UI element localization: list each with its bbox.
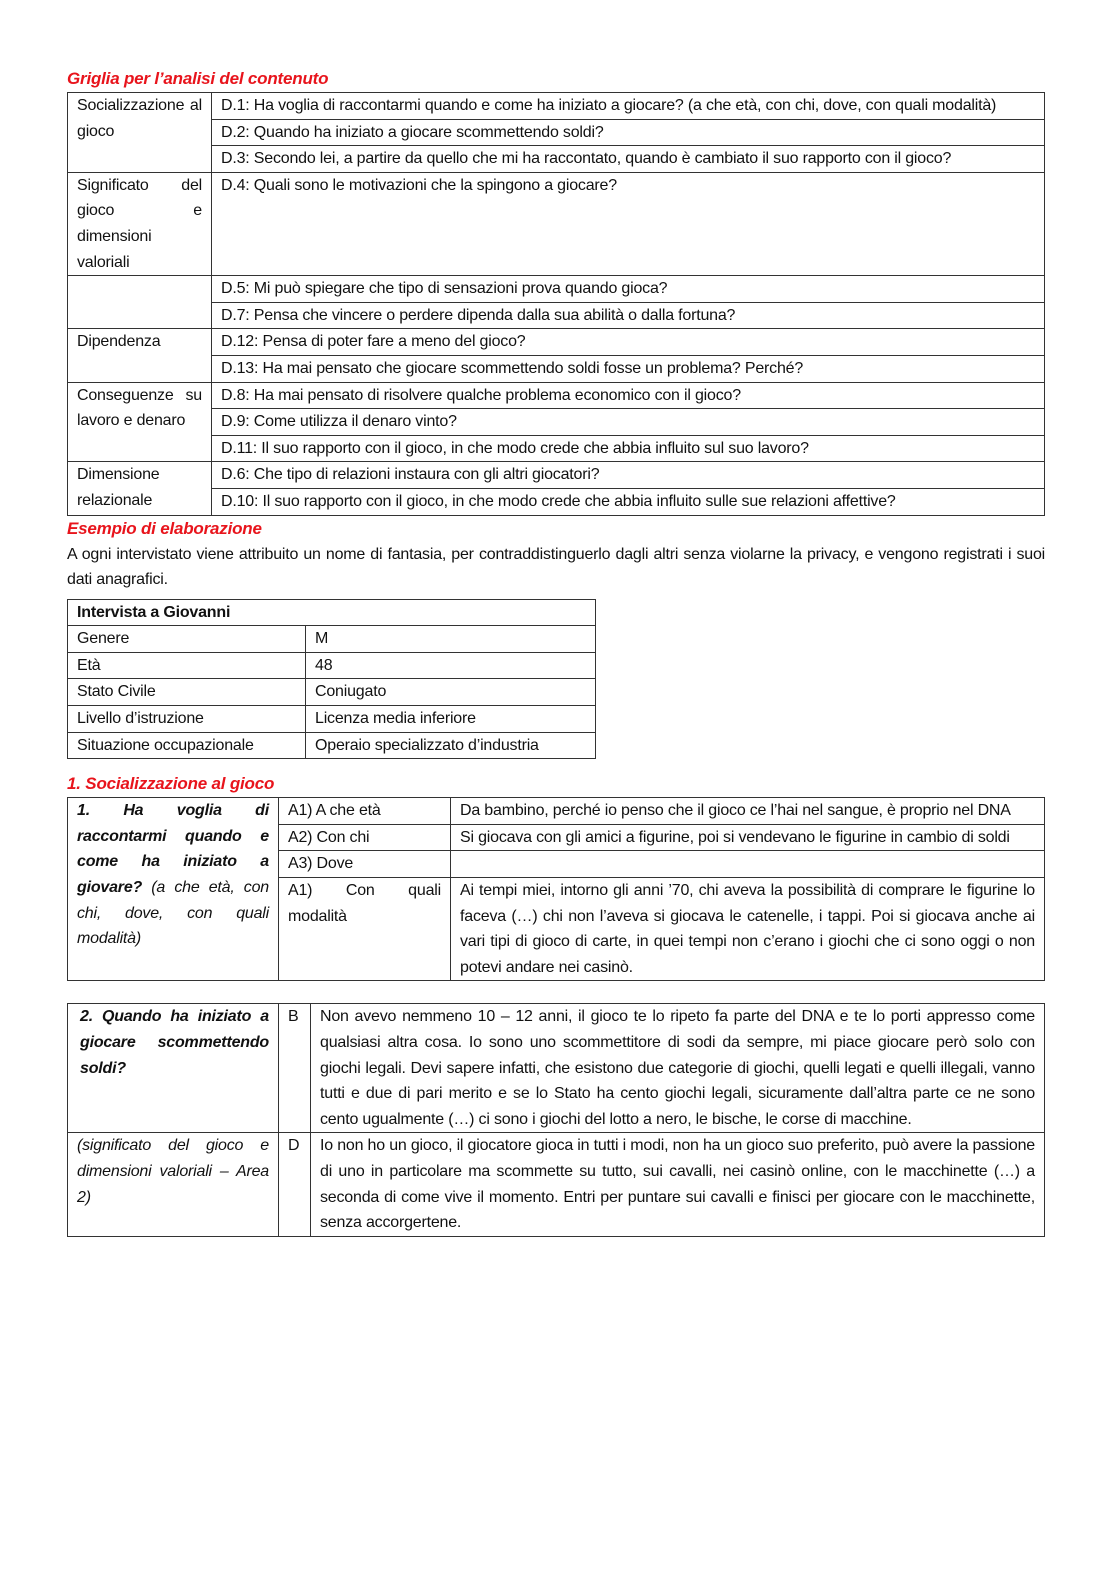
answer-cell: Da bambino, perché io penso che il gioco ce l’hai nel sangue, è proprio nel DNA bbox=[451, 798, 1045, 825]
example-paragraph: A ogni intervistato viene attribuito un nome di fantasia, per contraddistinguerlo dagli altri senza violarne la privacy, e vengono registrati i suoi dati anagrafici. bbox=[67, 545, 1045, 589]
question-cell: D.9: Come utilizza il denaro vinto? bbox=[212, 409, 1045, 436]
section2-table bbox=[67, 1003, 1045, 1236]
question-cell: D.7: Pensa che vincere o perdere dipenda dalla sua abilità o dalla fortuna? bbox=[212, 302, 1045, 329]
document-page bbox=[67, 66, 1045, 1237]
note-cell: (significato del gioco e dimensioni valoriali – Area 2) bbox=[68, 1133, 279, 1236]
code-cell: B bbox=[279, 1004, 311, 1133]
section1-table bbox=[67, 797, 1045, 981]
table-row bbox=[68, 626, 596, 653]
table-row bbox=[68, 1133, 1045, 1236]
question-cell: D.4: Quali sono le motivazioni che la spingono a giocare? bbox=[212, 172, 1045, 275]
table-row bbox=[68, 276, 1045, 303]
field-value: Coniugato bbox=[306, 679, 596, 706]
example-title: Esempio di elaborazione bbox=[67, 518, 262, 538]
field-label: Stato Civile bbox=[68, 679, 306, 706]
table-row bbox=[68, 679, 596, 706]
sub-question: A2) Con chi bbox=[279, 824, 451, 851]
answer-cell: Si giocava con gli amici a figurine, poi si vendevano le figurine in cambio di soldi bbox=[451, 824, 1045, 851]
sub-question: A1) A che età bbox=[279, 798, 451, 825]
category-cell: Conseguenze su lavoro e denaro bbox=[68, 382, 212, 462]
category-cell bbox=[68, 276, 212, 329]
interview-info-table bbox=[67, 599, 596, 760]
field-value: M bbox=[306, 626, 596, 653]
question-cell: 2. Quando ha iniziato a giocare scommettendo soldi? bbox=[68, 1004, 279, 1133]
question-cell: D.5: Mi può spiegare che tipo di sensazioni prova quando gioca? bbox=[212, 276, 1045, 303]
sub-question: A3) Dove bbox=[279, 851, 451, 878]
category-cell: Socializzazione al gioco bbox=[68, 93, 212, 173]
table-row bbox=[68, 172, 1045, 275]
category-cell: Significato del gioco e dimensioni valoriali bbox=[68, 172, 212, 275]
table-row bbox=[68, 652, 596, 679]
analysis-grid-table bbox=[67, 92, 1045, 516]
field-value: Licenza media inferiore bbox=[306, 706, 596, 733]
table-row bbox=[68, 732, 596, 759]
answer-cell: Non avevo nemmeno 10 – 12 anni, il gioco te lo ripeto fa parte del DNA e te lo porti appresso come qualsiasi altra cosa. Io sono uno scommettitore di sodi da sempre, mi piace giocare però solo con giochi legali. Devi sapere infatti, che esistono due categorie di giochi, quelli legati e quelli illegali, vanno tutti e due di pari merito e se lo Stato ha cento giochi legali, sicuramente dall’altra parte ce ne sono cento ugualmente (…) ci sono i giochi del lotto a nero, le bische, le corse di macchine. bbox=[311, 1004, 1045, 1133]
field-label: Livello d’istruzione bbox=[68, 706, 306, 733]
answer-cell: Ai tempi miei, intorno gli anni ’70, chi aveva la possibilità di comprare le figurine lo faceva (…) chi non l’aveva si giocava le catenelle, i tappi. Poi si giocava anche ai vari tipi di gioco di carte, in quei tempi non c’erano i giochi che ci sono oggi o non potevi andare nei casinò. bbox=[451, 878, 1045, 981]
category-cell: Dipendenza bbox=[68, 329, 212, 382]
table-row bbox=[68, 798, 1045, 825]
question-cell: D.12: Pensa di poter fare a meno del gioco? bbox=[212, 329, 1045, 356]
field-label: Situazione occupazionale bbox=[68, 732, 306, 759]
table-row bbox=[68, 462, 1045, 489]
table-row bbox=[68, 382, 1045, 409]
table-row bbox=[68, 329, 1045, 356]
question-cell: D.1: Ha voglia di raccontarmi quando e come ha iniziato a giocare? (a che età, con chi, dove, con quali modalità) bbox=[212, 93, 1045, 120]
answer-cell: Io non ho un gioco, il giocatore gioca in tutti i modi, non ha un gioco suo preferito, può avere la passione di uno in particolare ma scommette su tutto, sui cavalli, nei casinò online, con le macchinette (…) a seconda di come vive il momento. Entri per puntare sui cavalli e finisci per giocare con le macchinette, senza accorgertene. bbox=[311, 1133, 1045, 1236]
question-cell: D.3: Secondo lei, a partire da quello che mi ha raccontato, quando è cambiato il suo rapporto con il gioco? bbox=[212, 146, 1045, 173]
interview-title: Intervista a Giovanni bbox=[68, 599, 596, 626]
question-cell: D.13: Ha mai pensato che giocare scommettendo soldi fosse un problema? Perché? bbox=[212, 355, 1045, 382]
category-cell: Dimensione relazionale bbox=[68, 462, 212, 515]
sub-question: A1) Con quali modalità bbox=[279, 878, 451, 981]
field-value: 48 bbox=[306, 652, 596, 679]
question-cell: D.2: Quando ha iniziato a giocare scommettendo soldi? bbox=[212, 119, 1045, 146]
question-cell: D.8: Ha mai pensato di risolvere qualche problema economico con il gioco? bbox=[212, 382, 1045, 409]
question-cell: D.10: Il suo rapporto con il gioco, in che modo crede che abbia influito sulle sue relazioni affettive? bbox=[212, 488, 1045, 515]
field-value: Operaio specializzato d’industria bbox=[306, 732, 596, 759]
question-italic: (a che età, con chi, dove, con quali modalità) bbox=[77, 879, 269, 948]
answer-cell bbox=[451, 851, 1045, 878]
field-label: Età bbox=[68, 652, 306, 679]
question-cell: D.6: Che tipo di relazioni instaura con gli altri giocatori? bbox=[212, 462, 1045, 489]
question-cell bbox=[68, 798, 279, 981]
table-row bbox=[68, 1004, 1045, 1133]
table-row bbox=[68, 706, 596, 733]
table-row bbox=[68, 93, 1045, 120]
section1-title: 1. Socializzazione al gioco bbox=[67, 774, 275, 794]
code-cell: D bbox=[279, 1133, 311, 1236]
field-label: Genere bbox=[68, 626, 306, 653]
grid-title: Griglia per l’analisi del contenuto bbox=[67, 69, 329, 88]
question-cell: D.11: Il suo rapporto con il gioco, in che modo crede che abbia influito sul suo lavoro? bbox=[212, 435, 1045, 462]
question-bold: 1. Ha voglia di raccontarmi quando e come ha iniziato a giovare? bbox=[77, 802, 269, 897]
